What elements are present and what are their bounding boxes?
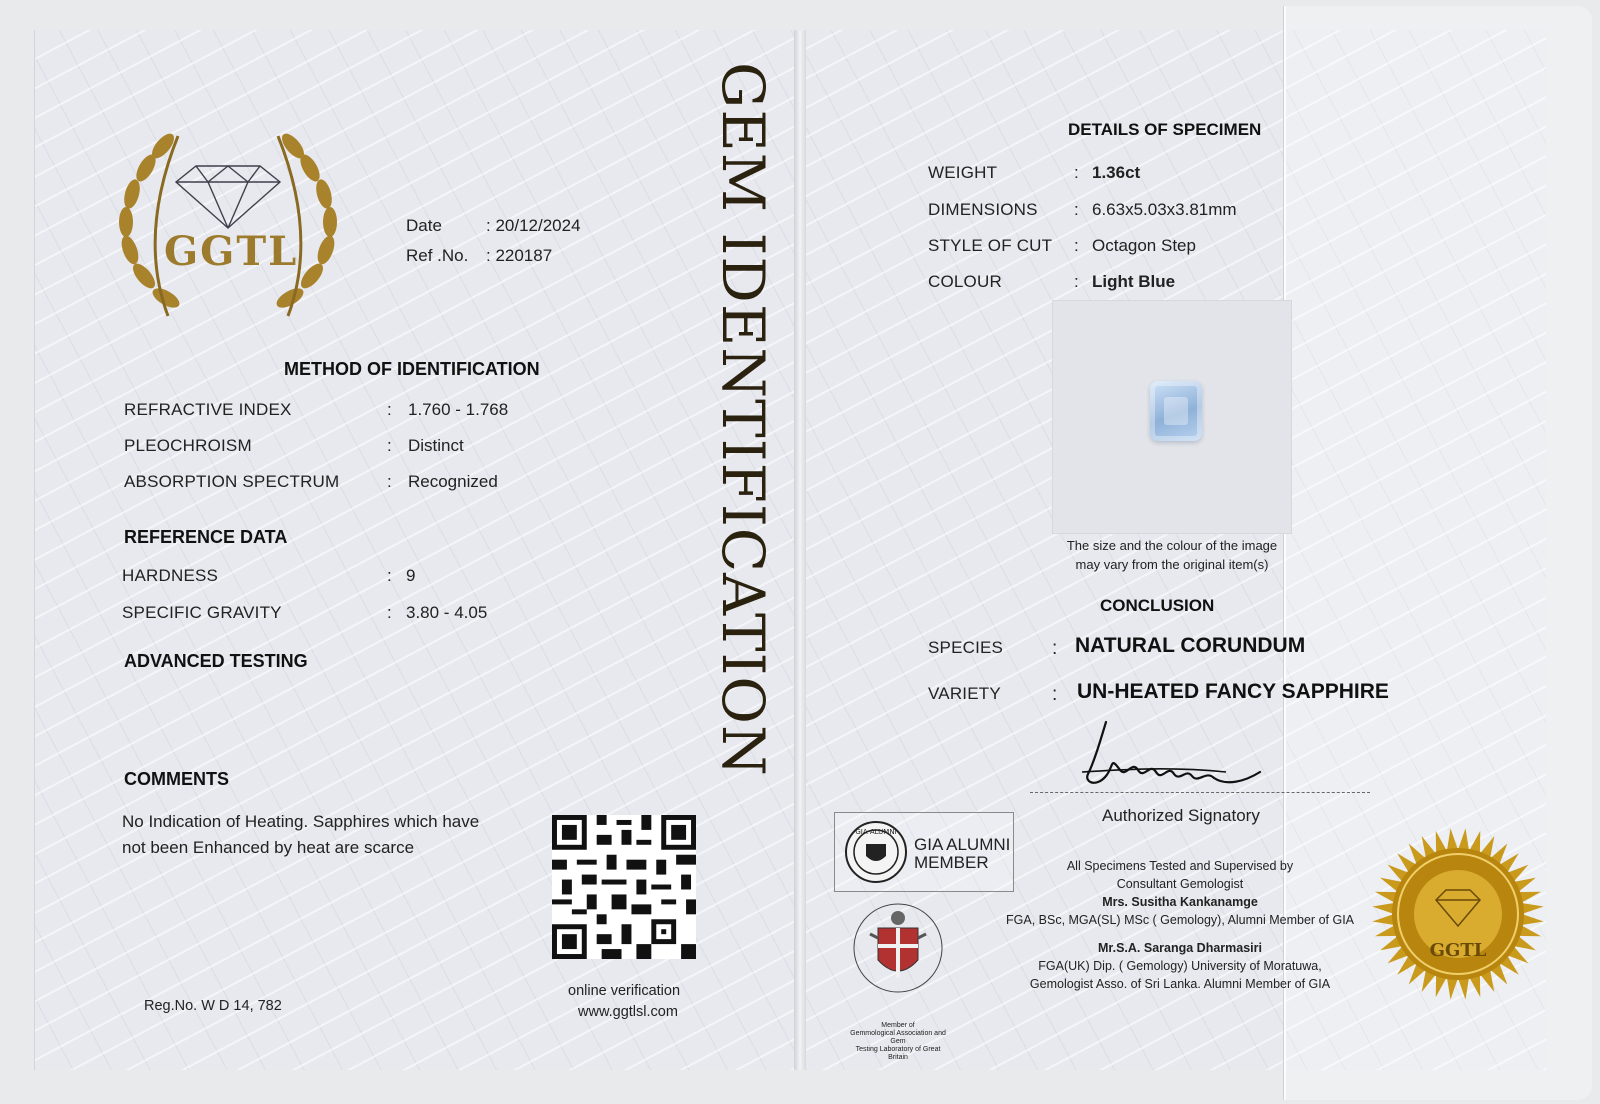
colon: :	[387, 400, 392, 419]
comments-line-2: not been Enhanced by heat are scarce	[122, 838, 415, 857]
qr-code-icon[interactable]	[552, 814, 696, 960]
gold-seal-icon	[1370, 826, 1546, 1002]
colon: :	[1074, 200, 1079, 219]
ref-value: : 220187	[486, 246, 553, 265]
gemmological-member-line-2: Gemmological Association and Gem	[850, 1030, 946, 1045]
details-row-value: Light Blue	[1092, 272, 1176, 291]
gemmological-association-crest-icon	[848, 898, 948, 1018]
consultants-line: FGA(UK) Dip. ( Gemology) University of Moratuwa,	[1038, 959, 1322, 973]
consultants-block	[1004, 857, 1356, 993]
colon: :	[1052, 638, 1058, 659]
consultants-line: All Specimens Tested and Supervised by	[1066, 859, 1294, 873]
spine-title: GEM IDENTIFICATION	[709, 62, 777, 777]
gia-alumni-text	[914, 836, 1010, 872]
verification-url[interactable]: www.ggtlsl.com	[578, 1004, 678, 1020]
online-verification-label: online verification	[568, 983, 681, 999]
species-label: SPECIES	[928, 638, 1004, 657]
gia-seal-icon	[844, 820, 908, 884]
signature-line	[1030, 792, 1370, 793]
details-row-label: STYLE OF CUT	[928, 236, 1053, 255]
reference-row-value: 9	[406, 566, 416, 585]
image-note-line-2: may vary from the original item(s)	[1075, 557, 1269, 572]
colon: :	[387, 566, 392, 585]
method-row-label: ABSORPTION SPECTRUM	[124, 472, 340, 491]
gold-seal-text: GGTL	[1429, 940, 1487, 961]
seal-ray	[1447, 977, 1458, 1000]
method-row-label: REFRACTIVE INDEX	[124, 400, 292, 419]
colon: :	[1074, 236, 1079, 255]
details-row-value: Octagon Step	[1092, 236, 1196, 255]
colon: :	[1052, 684, 1058, 705]
colon: :	[387, 603, 392, 622]
details-title: DETAILS OF SPECIMEN	[1068, 120, 1262, 139]
colon: :	[1074, 163, 1079, 182]
certificate-fold	[794, 30, 806, 1070]
seal-ray	[1372, 914, 1395, 925]
image-note-line-1: The size and the colour of the image	[1066, 538, 1278, 553]
colon: :	[387, 436, 392, 455]
conclusion-title: CONCLUSION	[1100, 596, 1215, 615]
seal-ray	[1447, 828, 1458, 851]
logo-text: GGTL	[164, 228, 299, 275]
reference-row-value: 3.80 - 4.05	[406, 603, 488, 622]
details-row-label: COLOUR	[928, 272, 1002, 291]
seal-ray	[1458, 828, 1469, 851]
seal-ray	[1521, 914, 1544, 925]
sapphire-gem-icon	[1150, 381, 1202, 441]
details-row-label: DIMENSIONS	[928, 200, 1038, 219]
consultants-line: Consultant Gemologist	[1116, 877, 1244, 891]
diamond-laurel-icon	[108, 116, 348, 326]
gia-line-2: MEMBER	[914, 853, 989, 872]
method-title: METHOD OF IDENTIFICATION	[284, 359, 540, 379]
gemmological-member-line-3: Testing Laboratory of Great Britain	[855, 1046, 941, 1061]
date-label: Date	[406, 216, 442, 235]
details-row-value: 1.36ct	[1092, 163, 1141, 182]
method-row-label: PLEOCHROISM	[124, 436, 252, 455]
method-row-value: Distinct	[408, 436, 464, 455]
reference-row-label: SPECIFIC GRAVITY	[122, 603, 282, 622]
consultant-name: Mrs. Susitha Kankanamge	[1102, 895, 1258, 909]
registration-number: Reg.No. W D 14, 782	[144, 998, 282, 1014]
advanced-testing-title: ADVANCED TESTING	[124, 651, 308, 671]
method-row-value: Recognized	[408, 472, 498, 491]
gemmological-member-text	[846, 1022, 950, 1062]
colon: :	[1074, 272, 1079, 291]
gia-seal-text: GIA ALUMNI	[855, 828, 897, 836]
date-value: : 20/12/2024	[486, 216, 581, 235]
colon: :	[387, 472, 392, 491]
method-row-value: 1.760 - 1.768	[408, 400, 509, 419]
gia-line-1: GIA ALUMNI	[914, 835, 1011, 854]
spacer	[1004, 929, 1356, 939]
gemmological-member-line-1: Member of	[881, 1022, 915, 1029]
comments-line-1: No Indication of Heating. Sapphires which have	[122, 812, 480, 831]
seal-ray	[1458, 977, 1469, 1000]
variety-label: VARIETY	[928, 684, 1001, 703]
consultants-line: FGA, BSc, MGA(SL) MSc ( Gemology), Alumni Member of GIA	[1006, 913, 1354, 927]
reference-title: REFERENCE DATA	[124, 527, 288, 547]
comments-title: COMMENTS	[124, 769, 229, 789]
seal-ray	[1372, 903, 1395, 914]
consultants-line: Gemologist Asso. of Sri Lanka. Alumni Member of GIA	[1029, 977, 1331, 991]
details-row-value: 6.63x5.03x3.81mm	[1092, 200, 1237, 219]
variety-value: UN-HEATED FANCY SAPPHIRE	[1077, 680, 1389, 703]
seal-ray	[1521, 903, 1544, 914]
consultant-name: Mr.S.A. Saranga Dharmasiri	[1098, 941, 1262, 955]
species-value: NATURAL CORUNDUM	[1075, 634, 1306, 657]
handwritten-signature	[1076, 712, 1266, 802]
reference-row-label: HARDNESS	[122, 566, 219, 585]
authorized-signatory-label: Authorized Signatory	[1102, 806, 1260, 825]
details-row-label: WEIGHT	[928, 163, 998, 182]
ref-label: Ref .No.	[406, 246, 469, 265]
